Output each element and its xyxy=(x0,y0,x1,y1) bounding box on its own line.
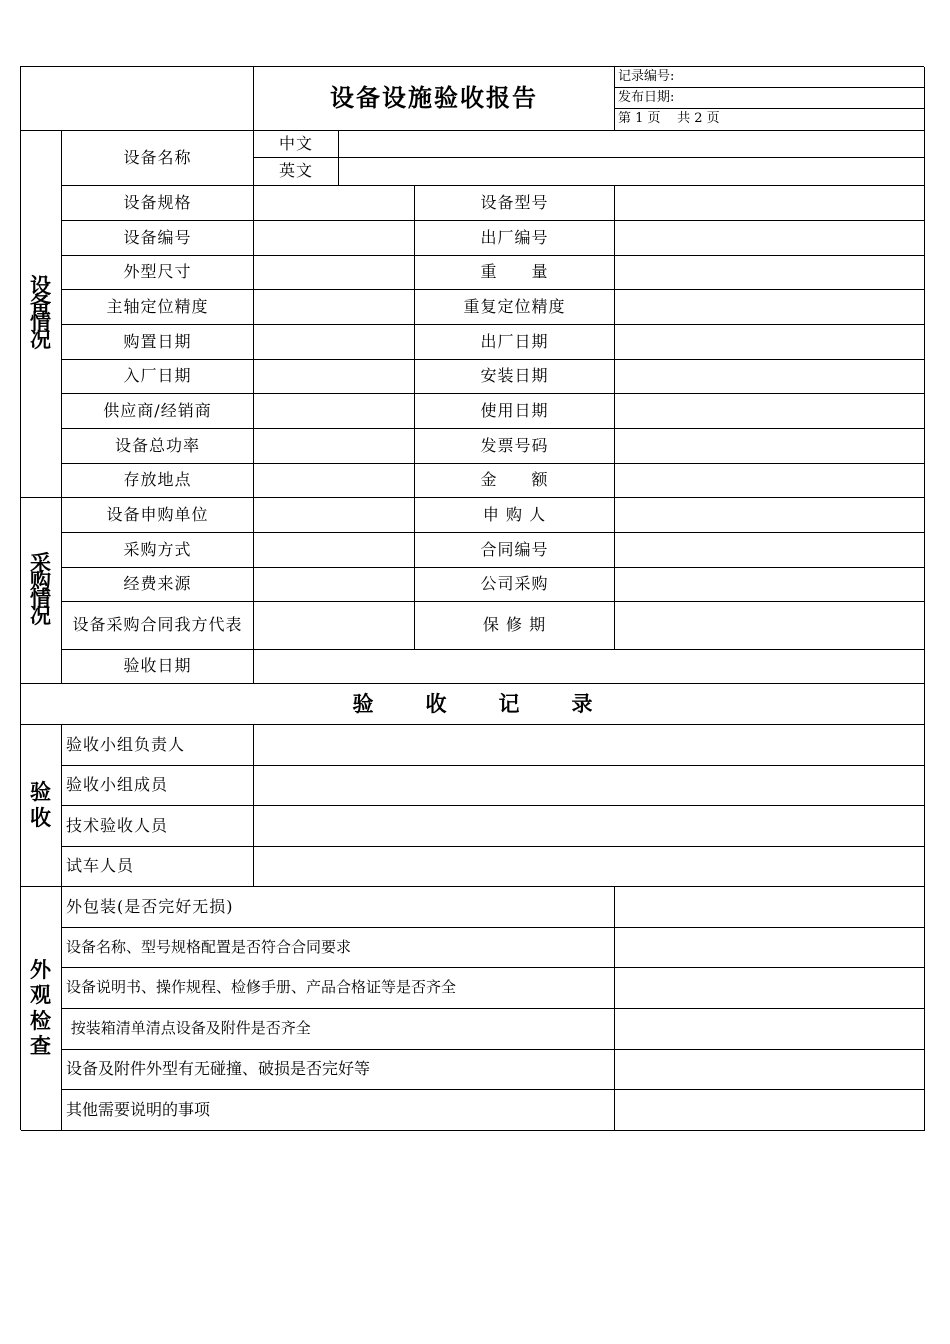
acceptance-date-field[interactable] xyxy=(254,650,925,684)
storage-location-label: 存放地点 xyxy=(62,464,254,498)
model-label: 设备型号 xyxy=(415,186,615,221)
team-leader-label: 验收小组负责人 xyxy=(62,725,254,766)
funding-source-field[interactable] xyxy=(254,568,415,602)
record-number-label: 记录编号: xyxy=(615,67,925,88)
packaging-check-label: 外包装(是否完好无损) xyxy=(62,887,615,928)
publish-date-label: 发布日期: xyxy=(615,88,925,109)
factory-date-field[interactable] xyxy=(615,325,925,360)
warranty-field[interactable] xyxy=(615,602,925,650)
packing-list-check-label: 按装箱清单清点设备及附件是否齐全 xyxy=(62,1009,615,1050)
documents-check-label: 设备说明书、操作规程、检修手册、产品合格证等是否齐全 xyxy=(62,968,615,1009)
name-cn-field[interactable] xyxy=(339,131,925,158)
requester-field[interactable] xyxy=(615,498,925,533)
other-notes-label: 其他需要说明的事项 xyxy=(62,1090,615,1131)
requisition-unit-field[interactable] xyxy=(254,498,415,533)
test-run-staff-label: 试车人员 xyxy=(62,847,254,887)
appearance-check-section-label: 外 观 检 查 xyxy=(21,887,62,1131)
repeat-accuracy-field[interactable] xyxy=(615,290,925,325)
documents-check-field[interactable] xyxy=(615,968,925,1009)
requester-label: 申 购 人 xyxy=(415,498,615,533)
name-en-label: 英文 xyxy=(254,158,339,186)
company-purchase-label: 公司采购 xyxy=(415,568,615,602)
purchase-section-label: 采 购 情 况 xyxy=(21,498,62,684)
dimensions-field[interactable] xyxy=(254,256,415,290)
amount-label: 金 额 xyxy=(415,464,615,498)
page-info: 第 1 页 共 2 页 xyxy=(615,109,925,131)
contract-representative-label: 设备采购合同我方代表 xyxy=(62,602,254,650)
company-purchase-field[interactable] xyxy=(615,568,925,602)
team-members-field[interactable] xyxy=(254,766,925,806)
purchase-method-field[interactable] xyxy=(254,533,415,568)
acceptance-report-form xyxy=(20,66,924,1130)
weight-field[interactable] xyxy=(615,256,925,290)
damage-check-label: 设备及附件外型有无碰撞、破损是否完好等 xyxy=(62,1050,615,1090)
contract-representative-field[interactable] xyxy=(254,602,415,650)
install-date-label: 安装日期 xyxy=(415,360,615,394)
warranty-label: 保 修 期 xyxy=(415,602,615,650)
packaging-check-field[interactable] xyxy=(615,887,925,928)
technical-staff-field[interactable] xyxy=(254,806,925,847)
equipment-section-label: 设 备 情 况 xyxy=(21,131,62,498)
model-field[interactable] xyxy=(615,186,925,221)
invoice-number-label: 发票号码 xyxy=(415,429,615,464)
test-run-staff-field[interactable] xyxy=(254,847,925,887)
total-power-label: 设备总功率 xyxy=(62,429,254,464)
acceptance-record-title: 验 收 记 录 xyxy=(21,684,925,725)
entry-date-field[interactable] xyxy=(254,360,415,394)
team-leader-field[interactable] xyxy=(254,725,925,766)
repeat-accuracy-label: 重复定位精度 xyxy=(415,290,615,325)
amount-field[interactable] xyxy=(615,464,925,498)
factory-date-label: 出厂日期 xyxy=(415,325,615,360)
install-date-field[interactable] xyxy=(615,360,925,394)
requisition-unit-label: 设备申购单位 xyxy=(62,498,254,533)
factory-number-label: 出厂编号 xyxy=(415,221,615,256)
spindle-accuracy-field[interactable] xyxy=(254,290,415,325)
factory-number-field[interactable] xyxy=(615,221,925,256)
equipment-number-label: 设备编号 xyxy=(62,221,254,256)
name-en-field[interactable] xyxy=(339,158,925,186)
spec-field[interactable] xyxy=(254,186,415,221)
supplier-field[interactable] xyxy=(254,394,415,429)
weight-label: 重 量 xyxy=(415,256,615,290)
total-power-field[interactable] xyxy=(254,429,415,464)
contract-number-field[interactable] xyxy=(615,533,925,568)
equipment-name-label: 设备名称 xyxy=(62,131,254,186)
contract-number-label: 合同编号 xyxy=(415,533,615,568)
invoice-number-field[interactable] xyxy=(615,429,925,464)
damage-check-field[interactable] xyxy=(615,1050,925,1090)
model-conformity-field[interactable] xyxy=(615,928,925,968)
name-cn-label: 中文 xyxy=(254,131,339,158)
model-conformity-label: 设备名称、型号规格配置是否符合合同要求 xyxy=(62,928,615,968)
purchase-date-field[interactable] xyxy=(254,325,415,360)
other-notes-field[interactable] xyxy=(615,1090,925,1131)
spec-label: 设备规格 xyxy=(62,186,254,221)
purchase-method-label: 采购方式 xyxy=(62,533,254,568)
acceptance-date-label: 验收日期 xyxy=(62,650,254,684)
entry-date-label: 入厂日期 xyxy=(62,360,254,394)
supplier-label: 供应商/经销商 xyxy=(62,394,254,429)
storage-location-field[interactable] xyxy=(254,464,415,498)
packing-list-check-field[interactable] xyxy=(615,1009,925,1050)
header-logo-cell xyxy=(21,67,254,131)
report-title: 设备设施验收报告 xyxy=(254,67,615,131)
purchase-date-label: 购置日期 xyxy=(62,325,254,360)
team-members-label: 验收小组成员 xyxy=(62,766,254,806)
equipment-number-field[interactable] xyxy=(254,221,415,256)
funding-source-label: 经费来源 xyxy=(62,568,254,602)
acceptance-section-label: 验 收 xyxy=(21,725,62,887)
dimensions-label: 外型尺寸 xyxy=(62,256,254,290)
use-date-label: 使用日期 xyxy=(415,394,615,429)
technical-staff-label: 技术验收人员 xyxy=(62,806,254,847)
spindle-accuracy-label: 主轴定位精度 xyxy=(62,290,254,325)
use-date-field[interactable] xyxy=(615,394,925,429)
